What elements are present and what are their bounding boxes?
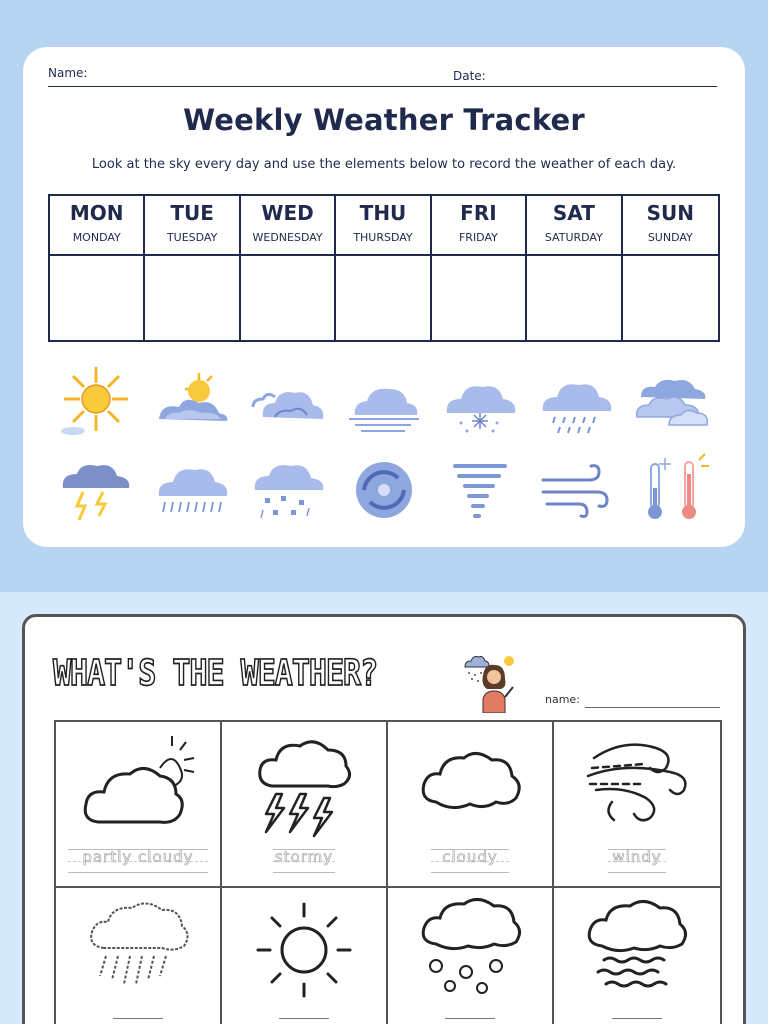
sun-icon[interactable] bbox=[53, 359, 139, 439]
trace-word: windy bbox=[612, 848, 662, 866]
stormy-icon bbox=[242, 728, 367, 838]
cloudy-icon bbox=[408, 728, 533, 838]
day-abbr: MON bbox=[69, 201, 124, 225]
weather-reporter-icon bbox=[461, 651, 523, 713]
day-record-cell[interactable] bbox=[623, 256, 718, 340]
page-title: Weekly Weather Tracker bbox=[183, 103, 585, 137]
weather-card[interactable] bbox=[554, 888, 720, 1024]
day-abbr: SUN bbox=[646, 201, 694, 225]
name-label: Name: bbox=[48, 66, 88, 80]
day-column-wed bbox=[241, 196, 336, 340]
name-date-line[interactable] bbox=[48, 86, 717, 87]
whats-the-weather-card bbox=[22, 614, 746, 1024]
foggy-icon bbox=[574, 894, 699, 1004]
instructions: Look at the sky every day and use the elements below to record the weather of each day. bbox=[91, 157, 677, 172]
cloudy-icon[interactable] bbox=[245, 359, 331, 439]
day-abbr: TUE bbox=[170, 201, 214, 225]
day-record-cell[interactable] bbox=[145, 256, 238, 340]
trace-word: cloudy bbox=[442, 848, 498, 866]
weather-card[interactable] bbox=[222, 722, 388, 888]
weather-icons-row-2 bbox=[48, 450, 720, 530]
weather-card-grid bbox=[54, 720, 722, 1024]
weather-card[interactable] bbox=[56, 888, 222, 1024]
weather-card[interactable] bbox=[222, 888, 388, 1024]
snow-cloud-icon[interactable] bbox=[437, 359, 523, 439]
day-full: TUESDAY bbox=[166, 231, 218, 244]
partly-sunny-icon[interactable] bbox=[149, 359, 235, 439]
day-abbr: SAT bbox=[552, 201, 595, 225]
day-full: THURSDAY bbox=[353, 231, 413, 244]
day-abbr: FRI bbox=[460, 201, 497, 225]
day-abbr: THU bbox=[359, 201, 407, 225]
name-label: name: bbox=[545, 693, 580, 706]
day-column-fri bbox=[432, 196, 527, 340]
name-line[interactable] bbox=[585, 707, 720, 708]
fog-icon[interactable] bbox=[341, 359, 427, 439]
week-table bbox=[48, 194, 720, 342]
date-label: Date: bbox=[453, 69, 486, 83]
day-record-cell[interactable] bbox=[241, 256, 334, 340]
weekly-tracker-card bbox=[23, 47, 745, 547]
overcast-icon[interactable] bbox=[629, 359, 715, 439]
wind-icon[interactable] bbox=[533, 450, 619, 530]
sunny-icon bbox=[242, 894, 367, 1004]
writing-line bbox=[113, 1018, 163, 1019]
weather-card[interactable] bbox=[554, 722, 720, 888]
day-full: WEDNESDAY bbox=[252, 231, 323, 244]
day-record-cell[interactable] bbox=[336, 256, 429, 340]
rainy-icon bbox=[76, 894, 201, 1004]
weather-card[interactable] bbox=[388, 722, 554, 888]
thunderstorm-icon[interactable] bbox=[53, 450, 139, 530]
tornado-icon[interactable] bbox=[437, 450, 523, 530]
hurricane-icon[interactable] bbox=[341, 450, 427, 530]
weather-card[interactable] bbox=[56, 722, 222, 888]
day-full: FRIDAY bbox=[458, 231, 498, 244]
trace-word: partly cloudy bbox=[82, 848, 194, 866]
day-column-sun bbox=[623, 196, 718, 340]
day-column-tue bbox=[145, 196, 240, 340]
day-full: SATURDAY bbox=[544, 231, 603, 244]
day-record-cell[interactable] bbox=[50, 256, 143, 340]
snowy-icon bbox=[408, 894, 533, 1004]
windy-icon bbox=[574, 728, 699, 838]
worksheet-title: WHAT'S THE WEATHER? bbox=[53, 653, 378, 695]
weather-card[interactable] bbox=[388, 888, 554, 1024]
day-full: MONDAY bbox=[72, 231, 121, 244]
day-record-cell[interactable] bbox=[432, 256, 525, 340]
writing-line bbox=[279, 1018, 329, 1019]
day-record-cell[interactable] bbox=[527, 256, 620, 340]
partly-cloudy-icon bbox=[76, 728, 201, 838]
day-column-sat bbox=[527, 196, 622, 340]
day-abbr: WED bbox=[261, 201, 314, 225]
day-column-mon bbox=[50, 196, 145, 340]
weather-icons-row-1 bbox=[48, 359, 720, 439]
day-full: SUNDAY bbox=[647, 231, 693, 244]
trace-word: stormy bbox=[274, 848, 334, 866]
heavy-rain-icon[interactable] bbox=[149, 450, 235, 530]
rain-cloud-icon[interactable] bbox=[533, 359, 619, 439]
sleet-icon[interactable] bbox=[245, 450, 331, 530]
writing-line bbox=[612, 1018, 662, 1019]
day-column-thu bbox=[336, 196, 431, 340]
thermometer-icon[interactable] bbox=[629, 450, 715, 530]
writing-line bbox=[445, 1018, 495, 1019]
